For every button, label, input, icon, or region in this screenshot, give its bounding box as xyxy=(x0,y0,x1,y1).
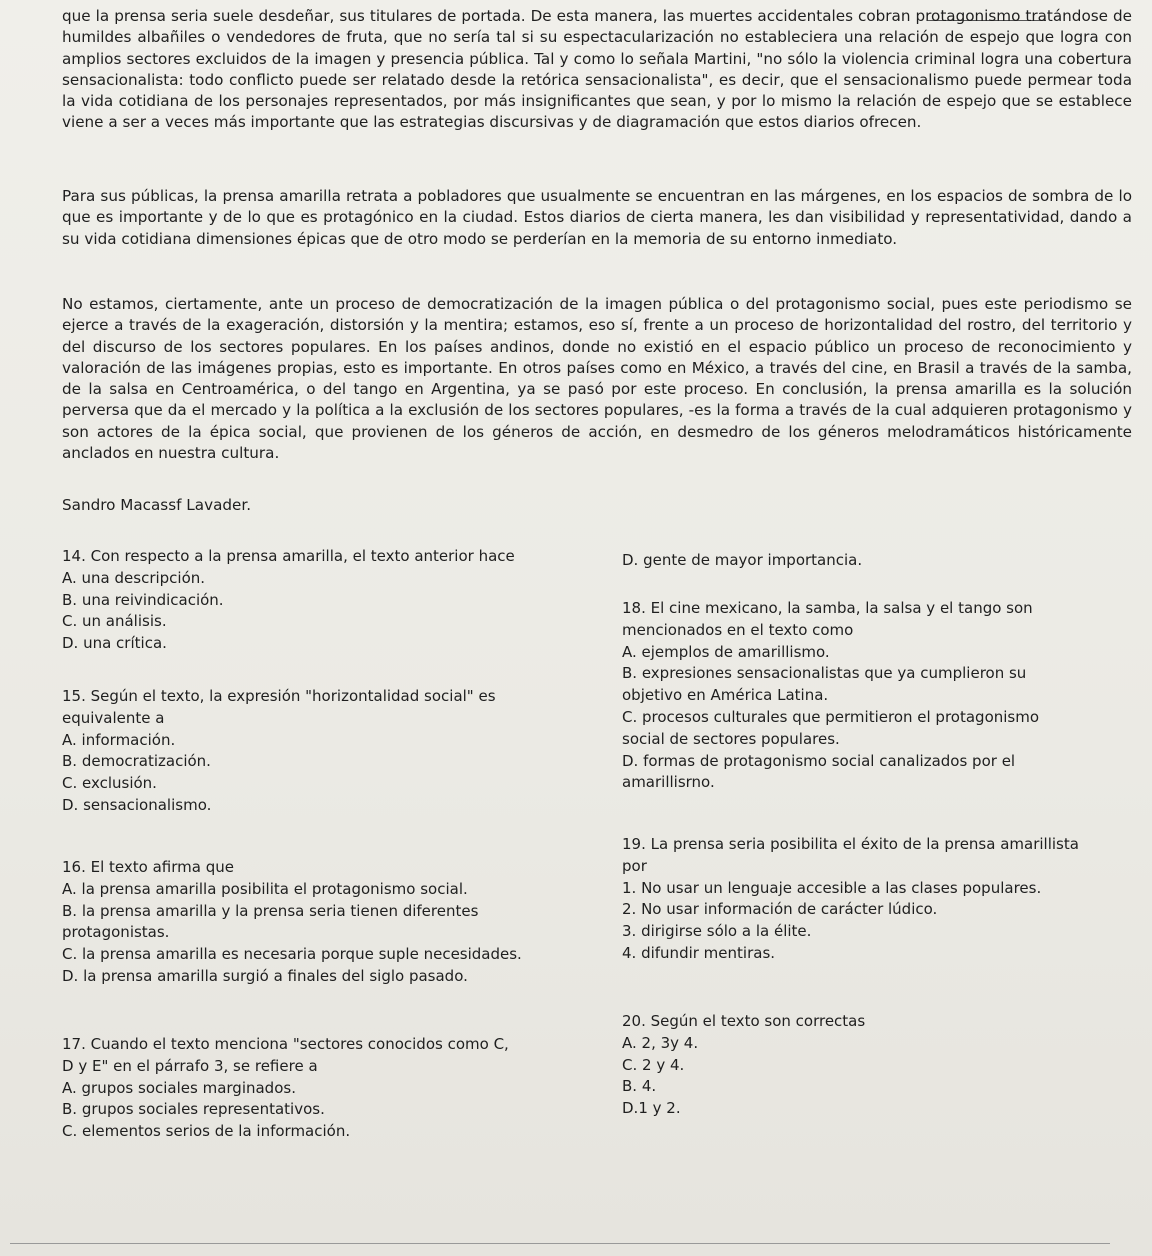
question-19-stem-line-2: por xyxy=(622,856,647,875)
question-18-option-c-line-1: C. procesos culturales que permitieron el protagonismo xyxy=(622,707,1040,726)
question-14-option-d: D. una crítica. xyxy=(62,634,167,653)
question-17-stem-line-1: 17. Cuando el texto menciona "sectores conocidos como C, xyxy=(62,1035,509,1053)
question-15-option-b: B. democratización. xyxy=(62,752,211,771)
question-20-option-c: C. 2 y 4. xyxy=(622,1055,685,1074)
question-14-option-c: C. un análisis. xyxy=(62,612,167,631)
question-18-option-b-line-2: objetivo en América Latina. xyxy=(622,686,829,705)
question-15-option-c: C. exclusión. xyxy=(62,774,157,793)
question-16-option-b-line-2: protagonistas. xyxy=(62,923,170,942)
question-15-option-d: D. sensacionalismo. xyxy=(62,795,212,814)
question-19-option-1: 1. No usar un lenguaje accesible a las clases populares. xyxy=(622,878,1042,897)
question-20-option-d: D.1 y 2. xyxy=(622,1099,681,1118)
question-18-option-a: A. ejemplos de amarillismo. xyxy=(622,642,830,661)
question-18-stem-line-1: 18. El cine mexicano, la samba, la salsa y el tango son xyxy=(622,599,1033,617)
question-20-option-a: A. 2, 3y 4. xyxy=(622,1033,699,1052)
question-16-stem: 16. El texto afirma que xyxy=(62,858,234,876)
bottom-rule xyxy=(10,1243,1110,1244)
passage-paragraph-3: No estamos, ciertamente, ante un proceso de democratización de la imagen pública o del protagonismo social, pues este periodismo se ejerce a través de la exageración, distorsión y la mentira; estamos, eso sí, frente a un proceso de horizontalidad del rostro, del territorio y del discurso de los sectores populares. En los países andinos, donde no existió en el espacio público un proceso de reconocimiento y valoración de las imágenes propias, esto es importante. En otros países como en México, a través del cine, en Brasil a través de la samba, de la salsa en Centroamérica, o del tango en Argentina, ya se pasó por este proceso. En conclusión, la prensa amarilla es la solución perversa que da el mercado y la política a la exclusión de los sectores populares, -es la forma a través de la cual adquieren protagonismo y son actores de la épica social, que provienen de los géneros de acción, en desmedro de los géneros melodramáticos históricamente anclados en nuestra cultura. xyxy=(62,295,1132,463)
question-16-option-c: C. la prensa amarilla es necesaria porque suple necesidades. xyxy=(62,945,522,964)
question-20 xyxy=(622,1011,1122,1120)
question-19-option-2: 2. No usar información de carácter lúdico. xyxy=(622,900,938,919)
question-14-stem: 14. Con respecto a la prensa amarilla, el texto anterior hace xyxy=(62,547,515,565)
question-16-option-a: A. la prensa amarilla posibilita el protagonismo social. xyxy=(62,879,468,898)
question-16-option-b-line-1: B. la prensa amarilla y la prensa seria tienen diferentes xyxy=(62,901,479,920)
question-15-stem-line-2: equivalente a xyxy=(62,708,165,727)
question-15-option-a: A. información. xyxy=(62,730,176,749)
question-14-option-b: B. una reivindicación. xyxy=(62,590,224,609)
question-15-stem-line-1: 15. Según el texto, la expresión "horizontalidad social" es xyxy=(62,687,496,705)
question-15 xyxy=(62,686,582,817)
question-19-option-3: 3. dirigirse sólo a la élite. xyxy=(622,922,812,941)
question-18-option-d-line-2: amarillisrno. xyxy=(622,773,715,792)
question-20-option-b: B. 4. xyxy=(622,1077,657,1096)
question-17-stem-line-2: D y E" en el párrafo 3, se refiere a xyxy=(62,1056,318,1075)
question-18 xyxy=(622,598,1122,794)
question-19-stem-line-1: 19. La prensa seria posibilita el éxito de la prensa amarillista xyxy=(622,835,1079,853)
question-17-option-a: A. grupos sociales marginados. xyxy=(62,1078,296,1097)
question-14-option-a: A. una descripción. xyxy=(62,568,206,587)
question-17 xyxy=(62,1034,582,1143)
question-19-option-4: 4. difundir mentiras. xyxy=(622,943,776,962)
question-16-option-d: D. la prensa amarilla surgió a finales del siglo pasado. xyxy=(62,966,468,985)
question-20-stem: 20. Según el texto son correctas xyxy=(622,1012,866,1030)
question-17-option-d: D. gente de mayor importancia. xyxy=(622,551,863,569)
question-14 xyxy=(62,546,582,655)
question-16 xyxy=(62,857,582,988)
question-18-option-b-line-1: B. expresiones sensacionalistas que ya cumplieron su xyxy=(622,664,1027,683)
passage-paragraph-1: que la prensa seria suele desdeñar, sus titulares de portada. De esta manera, las muertes accidentales cobran protagonismo tratándose de humildes albañiles o vendedores de fruta, que no sería tal si su espectacularización no estableciera una relación de espejo que logra con amplios sectores excluidos de la imagen y presencia pública. Tal y como lo señala Martini, "no sólo la violencia criminal logra una cobertura sensacionalista: todo conflicto puede ser relatado desde la retórica sensacionalista", es decir, que el sensacionalismo puede permear toda la vida cotidiana de los personajes representados, por más insignificantes que sean, y por lo mismo la relación de espejo que se establece viene a ser a veces más importante que las estrategias discursivas y de diagramación que estos diarios ofrecen. xyxy=(62,7,1132,132)
question-18-stem-line-2: mencionados en el texto como xyxy=(622,620,854,639)
passage-paragraph-2: Para sus públicas, la prensa amarilla retrata a pobladores que usualmente se encuentran en las márgenes, en los espacios de sombra de lo que es importante y de lo que es protagónico en la ciudad. Estos diarios de cierta manera, les dan visibilidad y representatividad, dando a su vida cotidiana dimensiones épicas que de otro modo se perderían en la memoria de su entorno inmediato. xyxy=(62,187,1132,248)
question-18-option-d-line-1: D. formas de protagonismo social canalizados por el xyxy=(622,751,1016,770)
question-17-option-b: B. grupos sociales representativos. xyxy=(62,1100,325,1119)
question-18-option-c-line-2: social de sectores populares. xyxy=(622,729,840,748)
question-17-option-d-block xyxy=(622,550,1122,572)
question-19 xyxy=(622,834,1122,965)
question-17-option-c: C. elementos serios de la información. xyxy=(62,1122,351,1141)
passage-author: Sandro Macassf Lavader. xyxy=(62,496,252,514)
